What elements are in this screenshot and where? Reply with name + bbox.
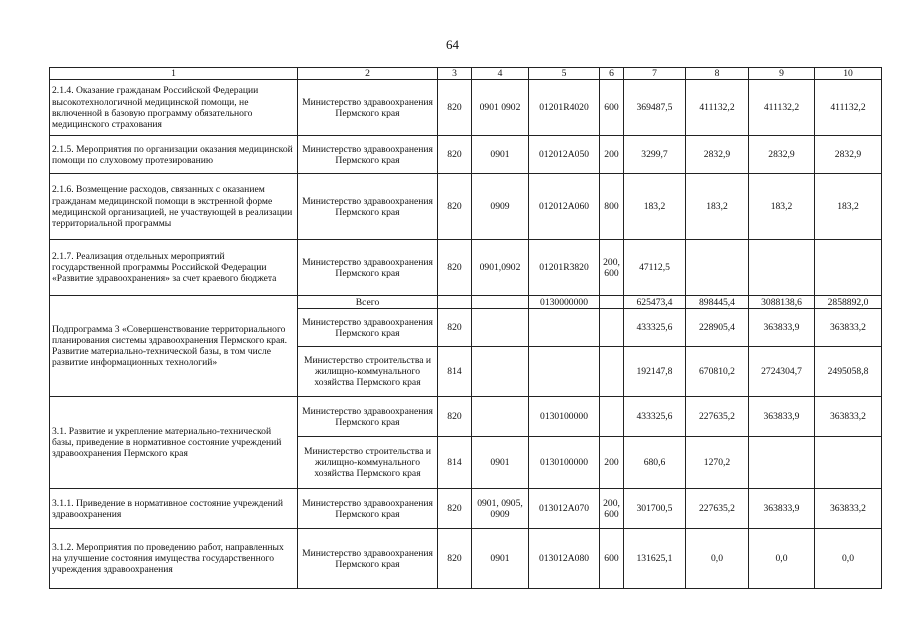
value-cell: 2832,9 bbox=[686, 136, 749, 174]
executor-cell: Министерство здравоохранения Пермского края bbox=[298, 489, 438, 529]
value-cell bbox=[686, 240, 749, 296]
value-cell: 192147,8 bbox=[624, 347, 686, 397]
value-cell: 47112,5 bbox=[624, 240, 686, 296]
table-row bbox=[50, 80, 882, 136]
value-cell: 369487,5 bbox=[624, 80, 686, 136]
grbs-cell: 814 bbox=[438, 437, 472, 489]
vr-cell: 200, 600 bbox=[600, 489, 624, 529]
csr-cell: 01201R4020 bbox=[529, 80, 600, 136]
grbs-cell: 820 bbox=[438, 80, 472, 136]
col-header: 1 bbox=[50, 68, 298, 80]
table-row bbox=[50, 240, 882, 296]
rz-cell bbox=[472, 397, 529, 437]
grbs-cell: 820 bbox=[438, 489, 472, 529]
csr-cell: 013012А070 bbox=[529, 489, 600, 529]
value-cell: 183,2 bbox=[749, 174, 815, 240]
vr-cell bbox=[600, 397, 624, 437]
rz-cell: 0901 bbox=[472, 529, 529, 589]
grbs-cell bbox=[438, 296, 472, 309]
row-name: 3.1.1. Приведение в нормативное состояние учреждений здравоохранения bbox=[50, 489, 298, 529]
value-cell: 2832,9 bbox=[749, 136, 815, 174]
value-cell: 228905,4 bbox=[686, 309, 749, 347]
rz-cell: 0901 0902 bbox=[472, 80, 529, 136]
table-row bbox=[50, 489, 882, 529]
value-cell: 363833,2 bbox=[815, 397, 882, 437]
value-cell: 411132,2 bbox=[686, 80, 749, 136]
executor-cell: Министерство здравоохранения Пермского края bbox=[298, 136, 438, 174]
value-cell: 433325,6 bbox=[624, 309, 686, 347]
vr-cell: 200 bbox=[600, 437, 624, 489]
col-header: 4 bbox=[472, 68, 529, 80]
col-header: 8 bbox=[686, 68, 749, 80]
row-name: 3.1.2. Мероприятия по проведению работ, направленных на улучшение состояния имущества государственного учреждения здравоохранения bbox=[50, 529, 298, 589]
page-number: 64 bbox=[446, 37, 459, 52]
rz-cell: 0901 bbox=[472, 437, 529, 489]
row-name: 3.1. Развитие и укрепление материально-технической базы, приведение в нормативное состояние учреждений здравоохранения Пермского края bbox=[50, 397, 298, 489]
executor-cell: Министерство здравоохранения Пермского края bbox=[298, 529, 438, 589]
grbs-cell: 814 bbox=[438, 347, 472, 397]
value-cell: 363833,2 bbox=[815, 309, 882, 347]
csr-cell: 012012А050 bbox=[529, 136, 600, 174]
csr-cell: 013012А080 bbox=[529, 529, 600, 589]
value-cell: 3088138,6 bbox=[749, 296, 815, 309]
vr-cell bbox=[600, 296, 624, 309]
value-cell: 2858892,0 bbox=[815, 296, 882, 309]
value-cell: 3299,7 bbox=[624, 136, 686, 174]
executor-cell: Министерство здравоохранения Пермского края bbox=[298, 174, 438, 240]
value-cell: 131625,1 bbox=[624, 529, 686, 589]
executor-cell: Всего bbox=[298, 296, 438, 309]
value-cell: 898445,4 bbox=[686, 296, 749, 309]
grbs-cell: 820 bbox=[438, 529, 472, 589]
executor-cell: Министерство строительства и жилищно-коммунального хозяйства Пермского края bbox=[298, 437, 438, 489]
row-name: 2.1.6. Возмещение расходов, связанных с оказанием гражданам медицинской помощи в экстренной форме медицинской организацией, не участвующей в реализации территориальной программы bbox=[50, 174, 298, 240]
value-cell bbox=[749, 437, 815, 489]
rz-cell bbox=[472, 309, 529, 347]
row-name: Подпрограмма 3 «Совершенствование территориального планирования системы здравоохранения Пермского края. Развитие материально-технической базы, в том числе развитие информационных технологий» bbox=[50, 296, 298, 397]
row-name: 2.1.4. Оказание гражданам Российской Федерации высокотехнологичной медицинской помощи, не включенной в базовую программу обязательного медицинского страхования bbox=[50, 80, 298, 136]
col-header: 3 bbox=[438, 68, 472, 80]
vr-cell: 200, 600 bbox=[600, 240, 624, 296]
value-cell: 183,2 bbox=[815, 174, 882, 240]
executor-cell: Министерство строительства и жилищно-коммунального хозяйства Пермского края bbox=[298, 347, 438, 397]
vr-cell: 800 bbox=[600, 174, 624, 240]
executor-cell: Министерство здравоохранения Пермского края bbox=[298, 80, 438, 136]
row-name: 2.1.7. Реализация отдельных мероприятий государственной программы Российской Федерации «Развитие здравоохранения» за счет краевого бюджета bbox=[50, 240, 298, 296]
col-header: 7 bbox=[624, 68, 686, 80]
table-row bbox=[50, 296, 882, 309]
value-cell: 363833,9 bbox=[749, 397, 815, 437]
value-cell: 680,6 bbox=[624, 437, 686, 489]
executor-cell: Министерство здравоохранения Пермского края bbox=[298, 240, 438, 296]
value-cell: 1270,2 bbox=[686, 437, 749, 489]
value-cell: 227635,2 bbox=[686, 489, 749, 529]
value-cell: 2724304,7 bbox=[749, 347, 815, 397]
csr-cell: 0130100000 bbox=[529, 397, 600, 437]
vr-cell: 600 bbox=[600, 529, 624, 589]
value-cell: 433325,6 bbox=[624, 397, 686, 437]
value-cell bbox=[749, 240, 815, 296]
rz-cell bbox=[472, 296, 529, 309]
value-cell: 363833,2 bbox=[815, 489, 882, 529]
csr-cell: 0130000000 bbox=[529, 296, 600, 309]
value-cell: 0,0 bbox=[815, 529, 882, 589]
value-cell: 2495058,8 bbox=[815, 347, 882, 397]
value-cell: 411132,2 bbox=[815, 80, 882, 136]
rz-cell: 0901 bbox=[472, 136, 529, 174]
csr-cell bbox=[529, 309, 600, 347]
value-cell: 0,0 bbox=[686, 529, 749, 589]
rz-cell: 0901,0902 bbox=[472, 240, 529, 296]
col-header: 5 bbox=[529, 68, 600, 80]
budget-table bbox=[49, 67, 882, 589]
grbs-cell: 820 bbox=[438, 136, 472, 174]
value-cell: 670810,2 bbox=[686, 347, 749, 397]
col-header: 10 bbox=[815, 68, 882, 80]
grbs-cell: 820 bbox=[438, 309, 472, 347]
csr-cell: 01201R3820 bbox=[529, 240, 600, 296]
rz-cell bbox=[472, 347, 529, 397]
executor-cell: Министерство здравоохранения Пермского края bbox=[298, 397, 438, 437]
value-cell: 227635,2 bbox=[686, 397, 749, 437]
csr-cell: 012012А060 bbox=[529, 174, 600, 240]
table-row bbox=[50, 174, 882, 240]
vr-cell bbox=[600, 309, 624, 347]
col-header: 9 bbox=[749, 68, 815, 80]
vr-cell bbox=[600, 347, 624, 397]
col-header: 6 bbox=[600, 68, 624, 80]
table-row bbox=[50, 529, 882, 589]
vr-cell: 200 bbox=[600, 136, 624, 174]
value-cell: 363833,9 bbox=[749, 309, 815, 347]
csr-cell: 0130100000 bbox=[529, 437, 600, 489]
value-cell: 363833,9 bbox=[749, 489, 815, 529]
vr-cell: 600 bbox=[600, 80, 624, 136]
rz-cell: 0901, 0905, 0909 bbox=[472, 489, 529, 529]
executor-cell: Министерство здравоохранения Пермского края bbox=[298, 309, 438, 347]
value-cell: 625473,4 bbox=[624, 296, 686, 309]
col-header: 2 bbox=[298, 68, 438, 80]
table-row bbox=[50, 397, 882, 437]
grbs-cell: 820 bbox=[438, 240, 472, 296]
value-cell: 183,2 bbox=[624, 174, 686, 240]
value-cell bbox=[815, 240, 882, 296]
value-cell bbox=[815, 437, 882, 489]
value-cell: 411132,2 bbox=[749, 80, 815, 136]
row-name: 2.1.5. Мероприятия по организации оказания медицинской помощи по слуховому протезированию bbox=[50, 136, 298, 174]
grbs-cell: 820 bbox=[438, 397, 472, 437]
value-cell: 301700,5 bbox=[624, 489, 686, 529]
header-row bbox=[50, 68, 882, 80]
value-cell: 0,0 bbox=[749, 529, 815, 589]
table-row bbox=[50, 136, 882, 174]
csr-cell bbox=[529, 347, 600, 397]
value-cell: 183,2 bbox=[686, 174, 749, 240]
value-cell: 2832,9 bbox=[815, 136, 882, 174]
grbs-cell: 820 bbox=[438, 174, 472, 240]
rz-cell: 0909 bbox=[472, 174, 529, 240]
